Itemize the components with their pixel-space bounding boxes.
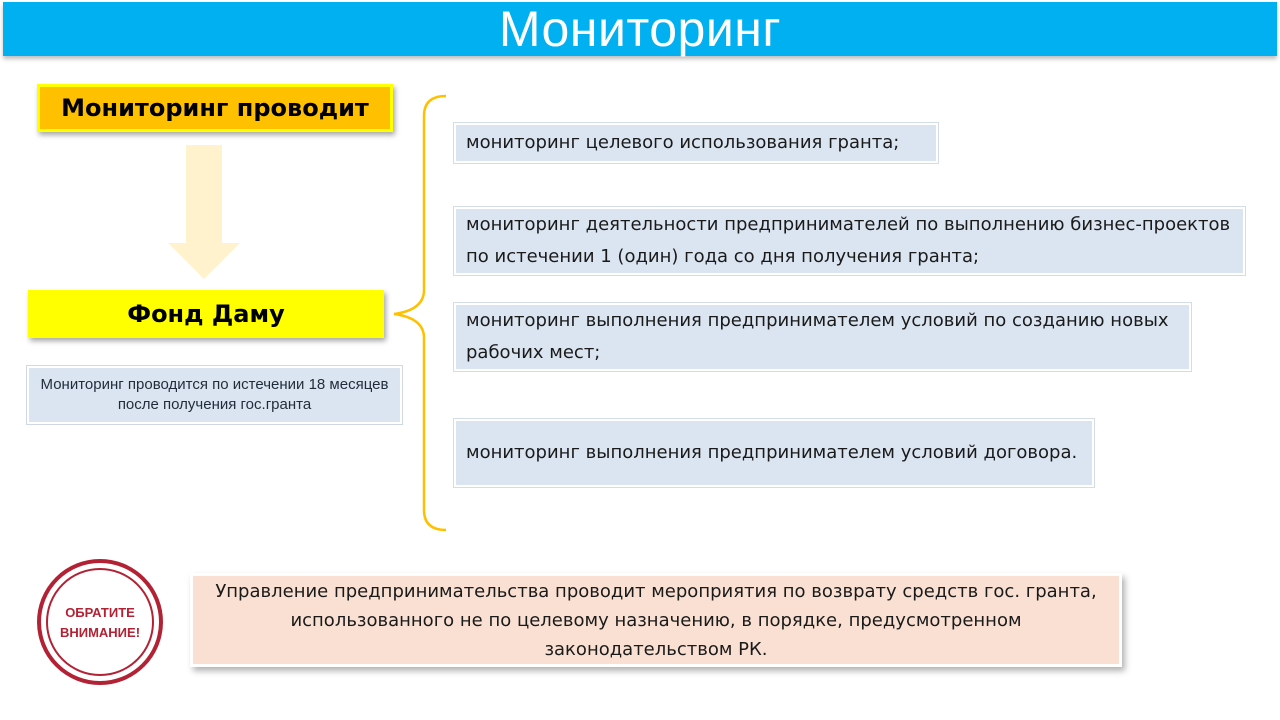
warning-box: Управление предпринимательства проводит мероприятия по возврату средств гос. гранта, использованного не по целевому назначению, в порядке, предусмотренном законодательством РК. bbox=[190, 573, 1122, 667]
fund-damu-box: Фонд Даму bbox=[28, 290, 384, 338]
attention-stamp-icon bbox=[36, 558, 164, 686]
down-arrow-icon bbox=[168, 145, 240, 281]
curly-brace-icon bbox=[392, 90, 452, 536]
monitoring-item bbox=[454, 303, 1191, 371]
page-title: Мониторинг bbox=[498, 1, 782, 57]
monitoring-item-text: мониторинг выполнения предпринимателем условий по созданию новых рабочих мест; bbox=[466, 310, 1169, 363]
svg-text:ОБРАТИТЕ: ОБРАТИТЕ bbox=[65, 605, 135, 620]
title-bar bbox=[3, 2, 1277, 56]
monitoring-period-note: Мониторинг проводится по истечении 18 месяцев после получения гос.гранта bbox=[27, 366, 402, 424]
monitoring-item-text: мониторинг выполнения предпринимателем условий договора. bbox=[466, 442, 1078, 463]
monitoring-item bbox=[454, 123, 938, 163]
monitoring-item bbox=[454, 419, 1094, 487]
svg-text:ВНИМАНИЕ!: ВНИМАНИЕ! bbox=[59, 625, 141, 640]
monitoring-item-text: мониторинг целевого использования гранта; bbox=[466, 132, 900, 153]
monitoring-performer-box: Мониторинг проводит bbox=[37, 84, 393, 132]
monitoring-item-text: мониторинг деятельности предпринимателей по выполнению бизнес-проектов по истечении 1 (один) года со дня получения гранта; bbox=[466, 214, 1231, 267]
monitoring-item bbox=[454, 207, 1245, 275]
